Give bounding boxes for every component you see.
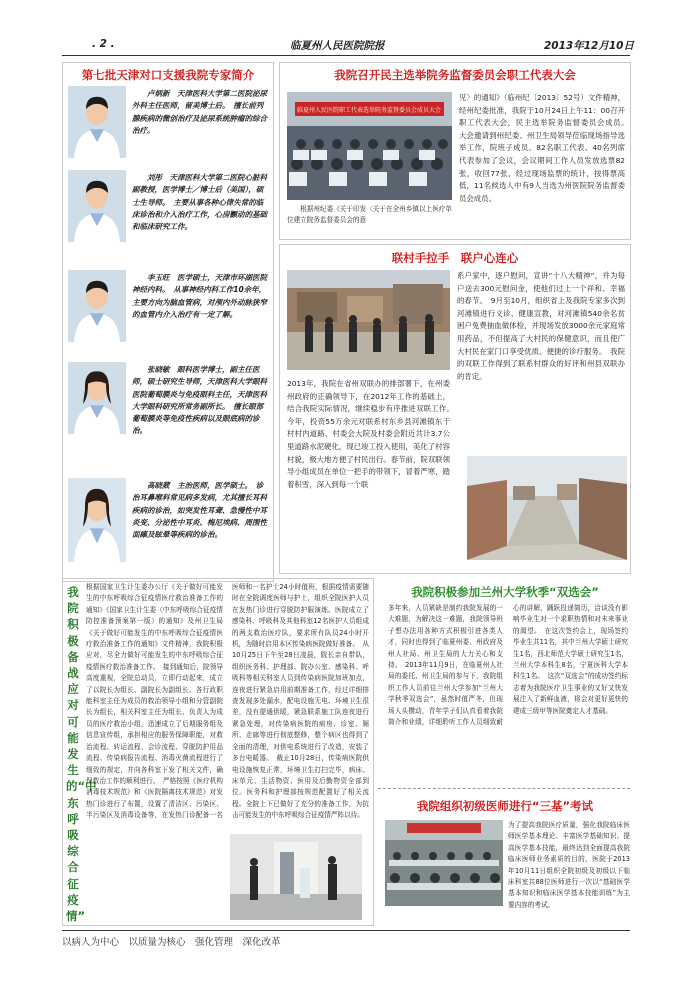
liancun-body-right: 系户家中，逐户慰问，宣讲“十八大精神”，并为每户送去300元慰问金，使他们过上一个祥和、幸福的春节。 9月至10月，组织省上及我院专家多次到河滩镇进行义诊、健康宣教，对河滩镇540余名贫困户免费抽血做体检，并现场发放3000余元家庭常用药品，不但提高了大村民的保健意识，而且使广大村民在家门口享受优质、便捷的诊疗服务。 我院的双联工作得到了联系村群众的好评和州县双联办的肯定。 [457,271,625,381]
expert-photo [68,270,126,342]
election-title: 我院召开民主选举院务监督委员会职工代表大会 [334,68,576,82]
issue-date: 2013年12月10日 [544,40,634,52]
exam-room-photo [385,820,503,906]
election-photo-caption: 根据州纪委《关于印发〈关于在全州乡镇以上医疗单位建立院务监督委员会的意 [287,205,452,225]
header-rule [62,55,630,56]
mers-vertical-title: 我院积极备战应对可能发生的“中东呼吸综合征疫情” [66,585,97,924]
expert-bio: 卢炳新 天津医科大学第二医院泌尿外科主任医师，留美博士后。 擅长前列腺疾病的微创治疗及泌尿系统肿瘤的综合治疗。 [132,89,267,135]
mers-body: 根据国家卫生计生委办公厅《关于做好可能发生的中东呼吸综合征疫情医疗救治准备工作的通知》《国家卫生计生委（中东呼吸综合征疫情防控准备预案第一版）的通知》及州卫生局《关于做好可能发生的中东呼吸综合征疫情医疗救治准备工作的通知》文件精神，我院积极应对，尽全力做好可能发生的中东呼吸综合征疫情医疗救治准备工作。 接到通知后，院领导高度重视，全院总动员，立即行动起来，成立了以院长为组长、副院长为副组长、各行政职能科室主任为成员的救治领导小组和分管副院长为组长，相关科室主任为组长、负责人为成员的医疗救治小组，迅速成立了后期服务组及信息宣传组，承担相应的服务保障职能，对救治流程、转运流程、会诊流程、穿脱防护用品流程、传染病报告流程、消毒灭菌流程进行了细致的规定，并向各科室下发了相关文件，确保救治工作的顺利进行。 严格按照《医疗机构消毒技术规范》和《医院隔离技术规范》对发热门诊进行了布置，设置了清洁区、污染区、半污染区及消毒设备等，在发热门诊配备一名医师和一名护士24小时值班，根据疫情需要随时在全院调度医师与护士，组织全院医护人员在发热门诊进行穿脱防护服演练。医院成立了感染科、呼吸科及其他科室12名医护人员组成的两支救治医疗队，要求所有队员24小时开机，为随时启用本区传染病医院做好准备。 从10月25日下午至28日凌晨，院长亲自带队，组织医务科、护理部、院办公室、感染科、呼吸科等相关科室人员到传染病医院加班加点，连夜进行紧急启用前期准备工作，经过详细排查发现多处漏水，配电设施无电、环境卫生很差，没有提通供暖，紧急联系施工队连夜进行紧急处理，对传染病医院的病房、诊室、厕所、走廊等进行彻底整修，整个病区也得到了全面的清理，对供电系统进行了改造，安装了多台电暖器。 截止10月28日，传染病医院供电设施恢复正常，环境卫生打扫完毕，病床、床单元、生活物资、医用及后勤物资全部到位。医务科和护理部按规范配置好了相关流程。全院上下已做好了充分的准备工作，为抗击可能发生的中东呼吸综合征疫情严阵以待。 [86,583,369,820]
newspaper-name: 临夏州人民医院院报 [290,40,385,52]
section-divider [378,788,630,789]
expert-bio: 李玉旺 医学硕士，天津市环湖医院神经内科。 从事神经内科工作10余年，主要方向为脑血管病，对颅内外动脉狭窄的血管内介入治疗有一定了解。 [132,273,267,319]
village-road-photo [467,456,627,560]
village-visit-photo [287,270,450,370]
expert-bio: 刘彤 天津医科大学第二医院心脏科副教授，医学博士／博士后（美国），硕士生导师。 主要从事各种心律失常的临床诊治和介入治疗工作，心房颤动的基础和临床研究工作。 [132,173,267,232]
liancun-title: 联村手拉手 联户心连心 [391,251,519,265]
election-banner-text: 临夏州人民医院职工代表选举院务监督委员会成员大会 [296,107,442,114]
expert-bio: 张晓敏 眼科医学博士，副主任医师，硕士研究生导师，天津医科大学眼科医院葡萄膜炎与免疫眼科主任，天津医科大学眼科研究所常务副所长。 擅长眼部葡萄膜炎等免疫性疾病以及眼底病的诊治。 [132,365,267,436]
footer-rule [62,930,630,931]
lanzhou-body: 多年来，人员紧缺是制约我院发展的一大难题，为解决这一难题，我院领导班子想办法用各种方式积极引进各类人才，同时也得到了临夏州委、州政府及州人社局、州卫生局的大力关心和支持。 2013年11月9日，在临夏州人社局的委托、州卫生局的参与下，我院组织工作人员前往兰州大学参加“兰州大学秋季双选会”，虽然时值严冬，但现场人头攒动，青年学子们认真看着我院简介和业绩，详细聆听工作人员细致耐心的讲解，踊跃投递简历，洽谈没有影响毕业生对一个求职热情和对未来事业的渴望。 在这次签约会上，现场签约毕业生共11名，其中兰州大学硕士研究生1名，西北师范大学硕士研究生1名，兰州大学本科生8名，宁夏医科大学本科生1名。 这次“双选会”的成功签约标志着为我院医疗卫生事业的又好又快发展注入了新鲜血液，将会对更好更快的建成三级甲等医院奠定人才基础。 [388,604,628,727]
footer-slogan: 以病人为中心 以质量为核心 强化管理 深化改革 [62,937,281,948]
fever-clinic-photo [230,834,362,920]
expert-photo [68,362,126,434]
liancun-body-left: 2013年，我院在省州双联办的排部署下，在州委州政府的正确领导下，在2012年工作的基础上，结合我院实际情况，继续稳步有序推进双联工作。 今年，投资55万余元对联系村东乡县河滩镇东干村村内道路、村委会大院及村委会附近共计3.7公里道路水泥硬化，现已竣工投入使用，美化了村容村貌，极大地方便了村民出行。春节前，院双联领导小组成员在单位一把手的带领下，冒着严寒，踏着积雪，深入到每一个联 [287,379,458,489]
election-body: 见〉的通知》（临州纪〔2013〕52号）文件精神，经州纪委批准，我院于10月24日上午11：00召开职工代表大会，民主选举院务监督委员会成员。 大会邀请到州纪委、州卫生局领导莅临现场指导选举工作，院班子成员、82名职工代表、40名列席代表参加了会议，会议期间工作人员发放选票82张，收回77张，经过现场监票的统计，按得票高低，11名候选人中有9人当选为州医院院务监督委员会成员。 [459,93,633,203]
election-meeting-photo [287,92,452,200]
expert-photo [68,170,126,242]
page-number: . 2 . [92,38,115,50]
expert-bio: 高晓葳 主治医师，医学硕士。 诊治耳鼻喉科常见病多发病，尤其擅长耳科疾病的诊治，如突发性耳聋、急慢性中耳炎变、分泌性中耳炎、梅尼埃病、周围性面瘫及眩晕等疾病的诊治。 [132,481,267,540]
lanzhou-title: 我院积极参加兰州大学秋季“双选会” [411,585,599,599]
expert-photo [68,86,126,158]
experts-section-title: 第七批天津对口支援我院专家简介 [81,68,255,82]
sanji-body: 为了提高我院医疗质量，强化我院临床医师医学基本理论、丰富医学基础知识、提高医学基本技能，最终达到全面提高我院临床医师业务素质的目的，医院于2013年10月11日组织全院初级及初级以下临床科室共88位医师进行一次以“基础医学基本知识和临床医学基本技能训练”为主要内容的考试。 [508,821,630,909]
expert-photo [68,478,126,562]
sanji-title: 我院组织初级医师进行“三基”考试 [416,799,594,813]
